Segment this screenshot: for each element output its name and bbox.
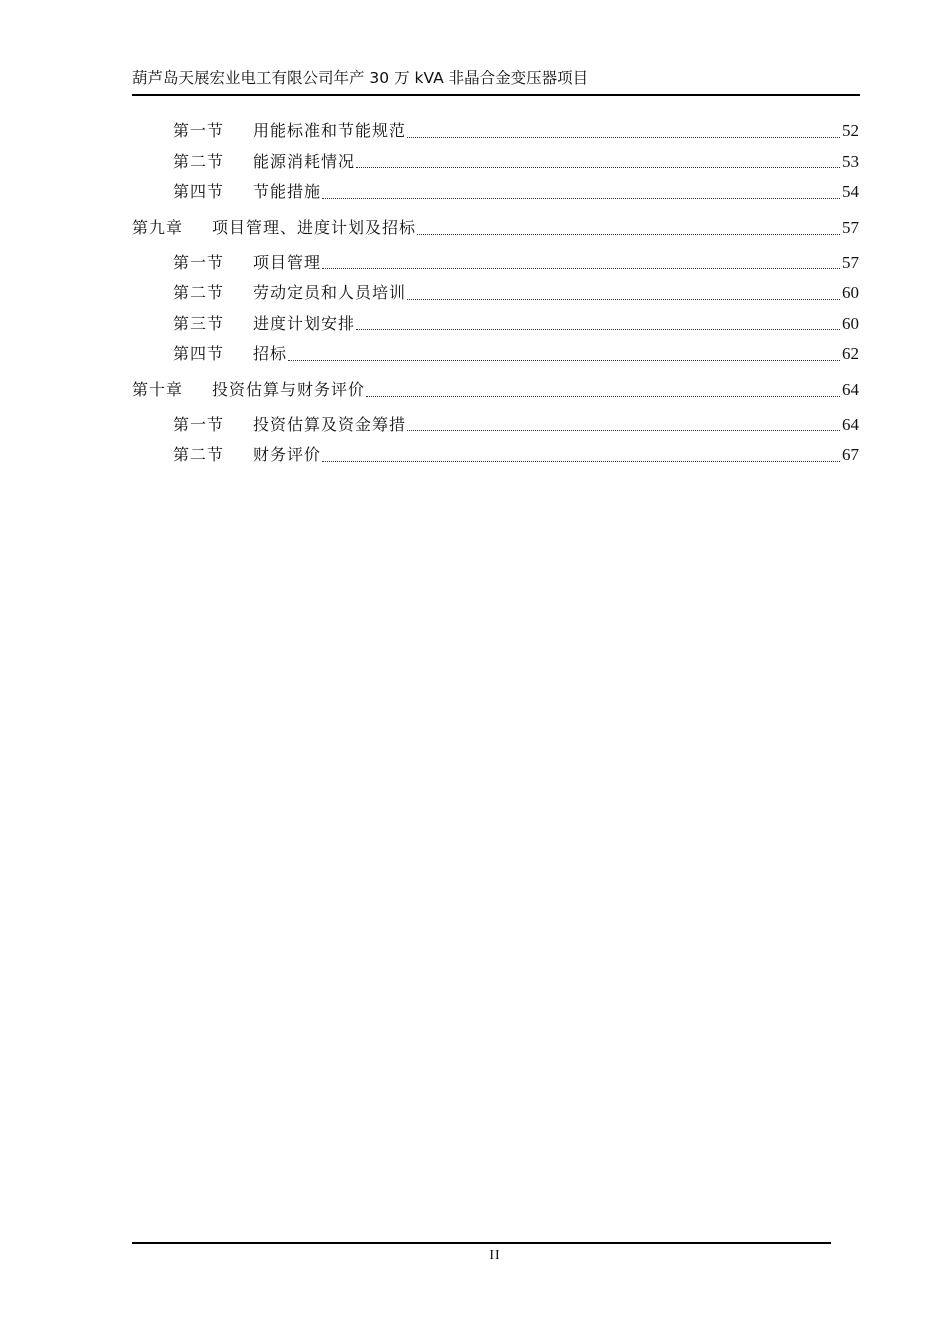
page-header: [132, 66, 860, 96]
toc-chapter-page: 64: [842, 379, 859, 399]
toc-entry-title: 财务评价: [253, 445, 322, 464]
page-number: II: [489, 1248, 501, 1263]
toc-dot-leader: [356, 328, 840, 330]
toc-entry-title: 能源消耗情况: [253, 151, 356, 171]
toc-entry[interactable]: [132, 248, 859, 279]
toc-entry-page: 60: [842, 283, 859, 302]
toc-dot-leader: [366, 395, 840, 397]
toc-entry-page: 57: [842, 252, 859, 272]
toc-entry-number: 第三节: [173, 313, 225, 333]
footer-divider: [132, 1242, 831, 1244]
toc-entry[interactable]: [132, 116, 859, 147]
toc-entry[interactable]: [132, 440, 859, 471]
toc-entry-number: 第一节: [173, 252, 225, 272]
toc-chapter-title: 项目管理、进度计划及招标: [212, 217, 417, 237]
toc-entry-title: 节能措施: [253, 182, 322, 201]
toc-entry-page: 52: [842, 121, 859, 140]
toc-entry-title: 项目管理: [253, 252, 322, 272]
toc-chapter-number: 第十章: [132, 379, 184, 399]
toc-entry-page: 64: [842, 414, 859, 434]
header-title: 葫芦岛天展宏业电工有限公司年产 30 万 kVA 非晶合金变压器项目: [132, 69, 589, 87]
toc-chapter-entry[interactable]: [132, 208, 859, 248]
toc-entry[interactable]: [132, 410, 859, 441]
toc-entry-number: 第四节: [173, 344, 225, 363]
toc-dot-leader: [322, 267, 840, 269]
toc-dot-leader: [322, 460, 840, 462]
toc-entry-title: 投资估算及资金筹措: [253, 414, 407, 434]
toc-entry[interactable]: [132, 309, 859, 340]
toc-chapter-entry[interactable]: [132, 370, 859, 410]
toc-entry-title: 招标: [253, 344, 288, 363]
toc-dot-leader: [322, 197, 840, 199]
toc-entry-page: 62: [842, 344, 859, 363]
table-of-contents: [132, 116, 859, 471]
toc-entry-number: 第二节: [173, 151, 225, 171]
toc-entry[interactable]: [132, 278, 859, 309]
toc-dot-leader: [417, 233, 840, 235]
toc-entry-page: 60: [842, 313, 859, 333]
toc-dot-leader: [407, 429, 840, 431]
toc-entry-title: 用能标准和节能规范: [253, 121, 407, 140]
toc-entry-page: 54: [842, 182, 859, 201]
toc-entry[interactable]: [132, 177, 859, 208]
toc-entry-title: 进度计划安排: [253, 313, 356, 333]
toc-entry[interactable]: [132, 147, 859, 178]
toc-entry-number: 第二节: [173, 283, 225, 302]
toc-chapter-title: 投资估算与财务评价: [212, 379, 366, 399]
toc-entry-page: 53: [842, 151, 859, 171]
toc-entry-title: 劳动定员和人员培训: [253, 283, 407, 302]
toc-dot-leader: [407, 136, 840, 138]
toc-entry[interactable]: [132, 339, 859, 370]
toc-dot-leader: [356, 166, 840, 168]
toc-entry-number: 第一节: [173, 121, 225, 140]
toc-entry-page: 67: [842, 445, 859, 464]
toc-entry-number: 第二节: [173, 445, 225, 464]
toc-entry-number: 第一节: [173, 414, 225, 434]
toc-dot-leader: [288, 359, 840, 361]
toc-dot-leader: [407, 298, 840, 300]
toc-chapter-number: 第九章: [132, 217, 184, 237]
toc-entry-number: 第四节: [173, 182, 225, 201]
toc-chapter-page: 57: [842, 217, 859, 237]
